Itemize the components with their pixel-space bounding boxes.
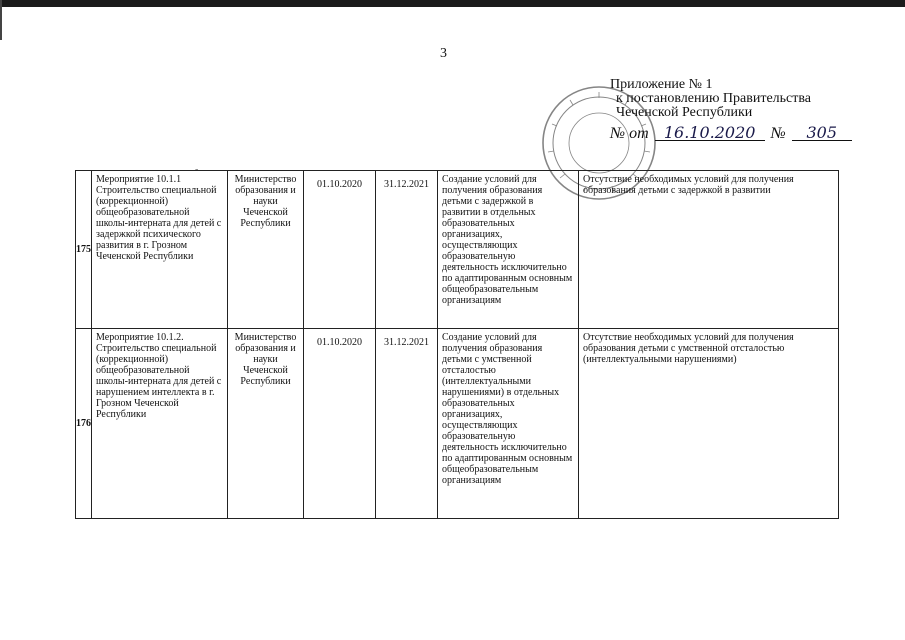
start-date: 01.10.2020 <box>304 329 376 519</box>
resolution-number: 305 <box>792 126 852 141</box>
event-name: Мероприятие 10.1.2. Строительство специальной (коррекционной) общеобразовательной школы-интерната для детей с нарушением интеллекта в г. Грозном Чеченской Республики <box>92 329 228 519</box>
consequence-of-non-implementation: Отсутствие необходимых условий для получения образования детьми с умственной отсталостью (интеллектуальными нарушениями) <box>579 329 839 519</box>
activities-table <box>75 170 839 519</box>
appendix-republic-line: Чеченской Республики <box>616 105 753 120</box>
consequence-of-non-implementation: Отсутствие необходимых условий для получения образования детьми с задержкой в развитии <box>579 171 839 329</box>
expected-result: Создание условий для получения образования детьми с умственной отсталостью (интеллектуальными нарушениями) в отдельных образовательных организациях, осуществляющих образовательную деятельность исключительно по адаптированным основным общеобразовательным организациям <box>438 329 579 519</box>
appendix-resolution-line: к постановлению Правительства <box>616 91 812 106</box>
event-name: Мероприятие 10.1.1 Строительство специальной (коррекционной) общеобразовательной школы-интерната для детей с задержкой психического развития в г. Грозном Чеченской Республики <box>92 171 228 329</box>
resolution-date: 16.10.2020 <box>655 126 765 141</box>
number-prefix: № <box>770 125 786 142</box>
row-index: 176 <box>76 329 92 519</box>
end-date: 31.12.2021 <box>376 171 438 329</box>
scan-left-edge <box>0 0 2 40</box>
table-row <box>76 171 839 329</box>
start-date: 01.10.2020 <box>304 171 376 329</box>
end-date: 31.12.2021 <box>376 329 438 519</box>
page-number: 3 <box>440 46 447 61</box>
date-prefix: № от <box>610 125 649 142</box>
appendix-title: Приложение № 1 <box>610 77 713 92</box>
row-index: 175 <box>76 171 92 329</box>
responsible-executor: Министерство образования и науки Чеченской Республики <box>228 329 304 519</box>
appendix-date-number-line <box>610 123 870 142</box>
scan-mark: - <box>195 164 199 175</box>
appendix-block <box>610 78 870 141</box>
table-row <box>76 329 839 519</box>
responsible-executor: Министерство образования и науки Чеченской Республики <box>228 171 304 329</box>
expected-result: Создание условий для получения образования детьми с задержкой в развитии в отдельных образовательных организациях, осуществляющих образовательную деятельность исключительно по адаптированным основным общеобразовательным организациям <box>438 171 579 329</box>
scan-top-edge <box>0 0 905 7</box>
